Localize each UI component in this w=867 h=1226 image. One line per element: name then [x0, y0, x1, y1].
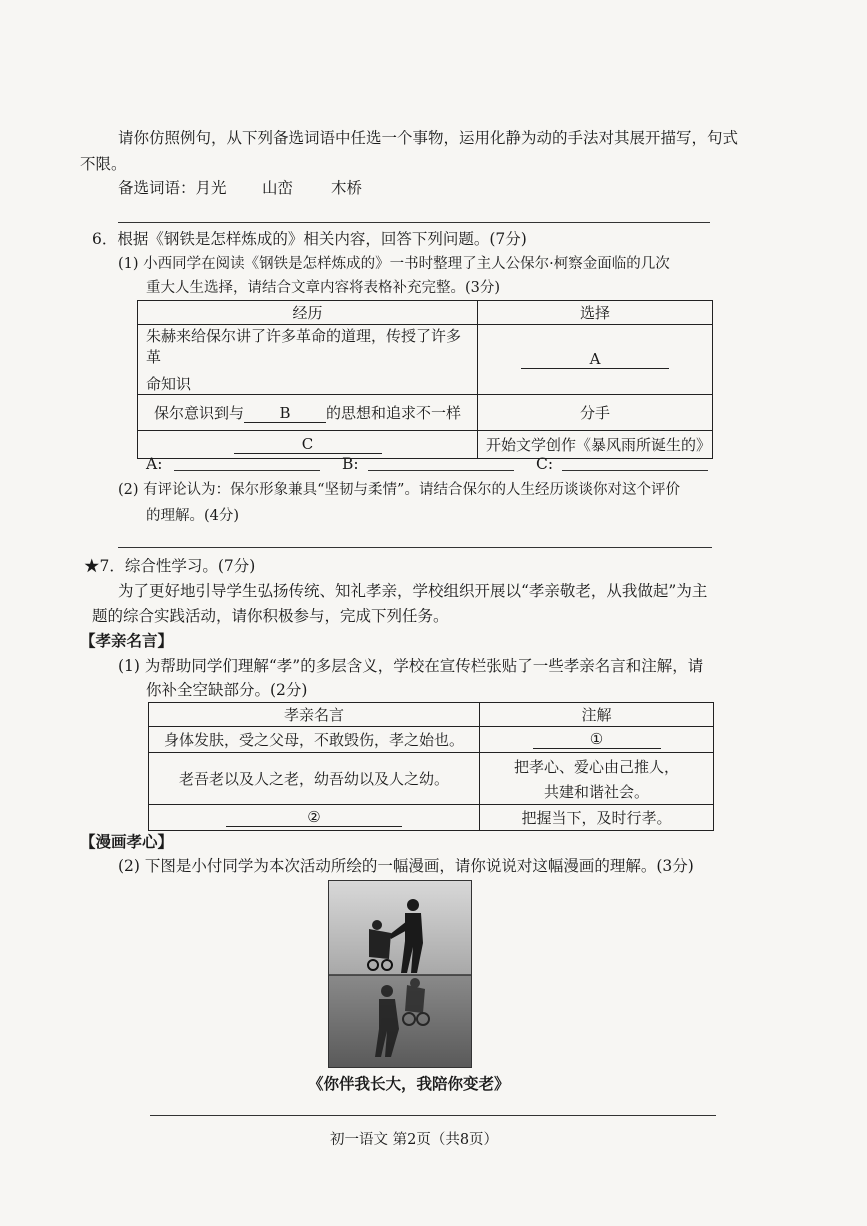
q6-title: 6．根据《钢铁是怎样炼成的》相关内容，回答下列问题。(7分): [92, 230, 527, 248]
blank-label: C: [301, 435, 314, 453]
blank-label: ②: [307, 808, 321, 826]
cell-text: 共建和谐社会。: [543, 782, 649, 801]
comic-illustration: [329, 881, 471, 1067]
blank-c[interactable]: [234, 435, 382, 454]
q7-p1-line1: (1) 为帮助同学们理解“孝”的多层含义，学校在宣传栏张贴了一些孝亲名言和注解，请: [118, 657, 704, 675]
table-cell: [138, 325, 478, 395]
table-head-choice: 选择: [478, 301, 713, 325]
cell-text: 命知识: [146, 375, 192, 393]
answer-c-label: C:: [536, 455, 554, 473]
table-head-note: 注解: [480, 703, 714, 727]
instruction-line-1: 请你仿照例句，从下列备选词语中任选一个事物，运用化静为动的手法对其展开描写，句式: [118, 129, 739, 147]
table-cell: [138, 395, 478, 431]
footer-rule: [150, 1115, 716, 1116]
table-cell: 把握当下，及时行孝。: [480, 805, 714, 831]
answer-a-line[interactable]: [174, 470, 320, 471]
table-cell: 身体发肤，受之父母，不敢毁伤，孝之始也。: [149, 727, 480, 753]
cell-text: 朱赫来给保尔讲了许多革命的道理，传授了许多革: [146, 327, 462, 366]
answer-line[interactable]: [118, 547, 712, 548]
blank-label: ①: [589, 730, 604, 748]
comic-caption: 《你伴我长大，我陪你变老》: [308, 1074, 510, 1093]
table-cell: 老吾老以及人之老，幼吾幼以及人之幼。: [149, 753, 480, 805]
instruction-line-2: 不限。: [80, 155, 127, 173]
answer-c-line[interactable]: [562, 470, 708, 471]
cell-text: 把孝心、爱心由己推人，: [513, 757, 679, 776]
cell-text: 的思想和追求不一样: [326, 404, 462, 422]
blank-2[interactable]: [226, 808, 402, 827]
blank-label: A: [589, 350, 601, 368]
blank-label: B: [279, 404, 291, 422]
table-cell: 分手: [478, 395, 713, 431]
table-cell[interactable]: [149, 805, 480, 831]
q6-p1-line1: (1) 小西同学在阅读《钢铁是怎样炼成的》一书时整理了主人公保尔·柯察金面临的几次: [118, 256, 670, 272]
comic-image: [328, 880, 472, 1068]
q7-p1-line2: 你补全空缺部分。(2分): [146, 681, 308, 699]
answer-b-label: B:: [342, 455, 359, 473]
page-footer: 初一语文 第2页（共8页）: [330, 1132, 499, 1148]
blank-1[interactable]: [533, 730, 661, 749]
table-cell[interactable]: [480, 727, 714, 753]
q6-p1-line2: 重大人生选择，请结合文章内容将表格补充完整。(3分): [146, 280, 501, 296]
section-quotes-title: 【孝亲名言】: [80, 631, 174, 650]
table-cell: [480, 753, 714, 805]
options-label: 备选词语：月光: [118, 179, 227, 197]
q7-title: ★7．综合性学习。(7分): [84, 557, 256, 575]
table-head-quote: 孝亲名言: [149, 703, 480, 727]
steel-table: [137, 300, 713, 459]
cell-text: 保尔意识到与: [153, 404, 244, 422]
table-cell[interactable]: [138, 431, 478, 459]
q7-intro-line2: 题的综合实践活动，请你积极参与，完成下列任务。: [92, 607, 449, 625]
answer-line[interactable]: [118, 222, 710, 223]
answer-b-line[interactable]: [368, 470, 514, 471]
q7-p2-line1: (2) 下图是小付同学为本次活动所绘的一幅漫画，请你说说对这幅漫画的理解。(3分): [118, 857, 694, 875]
table-head-experience: 经历: [138, 301, 478, 325]
blank-a[interactable]: [521, 350, 669, 369]
table-cell[interactable]: [478, 325, 713, 395]
table-cell: 开始文学创作《暴风雨所诞生的》: [478, 431, 713, 459]
q7-intro-line1: 为了更好地引导学生弘扬传统、知礼孝亲，学校组织开展以“孝亲敬老，从我做起”为主: [118, 582, 708, 600]
section-comic-title: 【漫画孝心】: [80, 832, 174, 851]
option-mountain: 山峦: [262, 179, 294, 197]
answer-a-label: A:: [146, 455, 163, 473]
blank-b[interactable]: [244, 404, 326, 423]
option-bridge: 木桥: [331, 179, 363, 197]
q6-p2-line2: 的理解。(4分): [146, 508, 240, 524]
filial-quotes-table: [148, 702, 714, 831]
q6-p2-line1: (2) 有评论认为：保尔形象兼具“坚韧与柔情”。请结合保尔的人生经历谈谈你对这个评价: [118, 482, 680, 498]
